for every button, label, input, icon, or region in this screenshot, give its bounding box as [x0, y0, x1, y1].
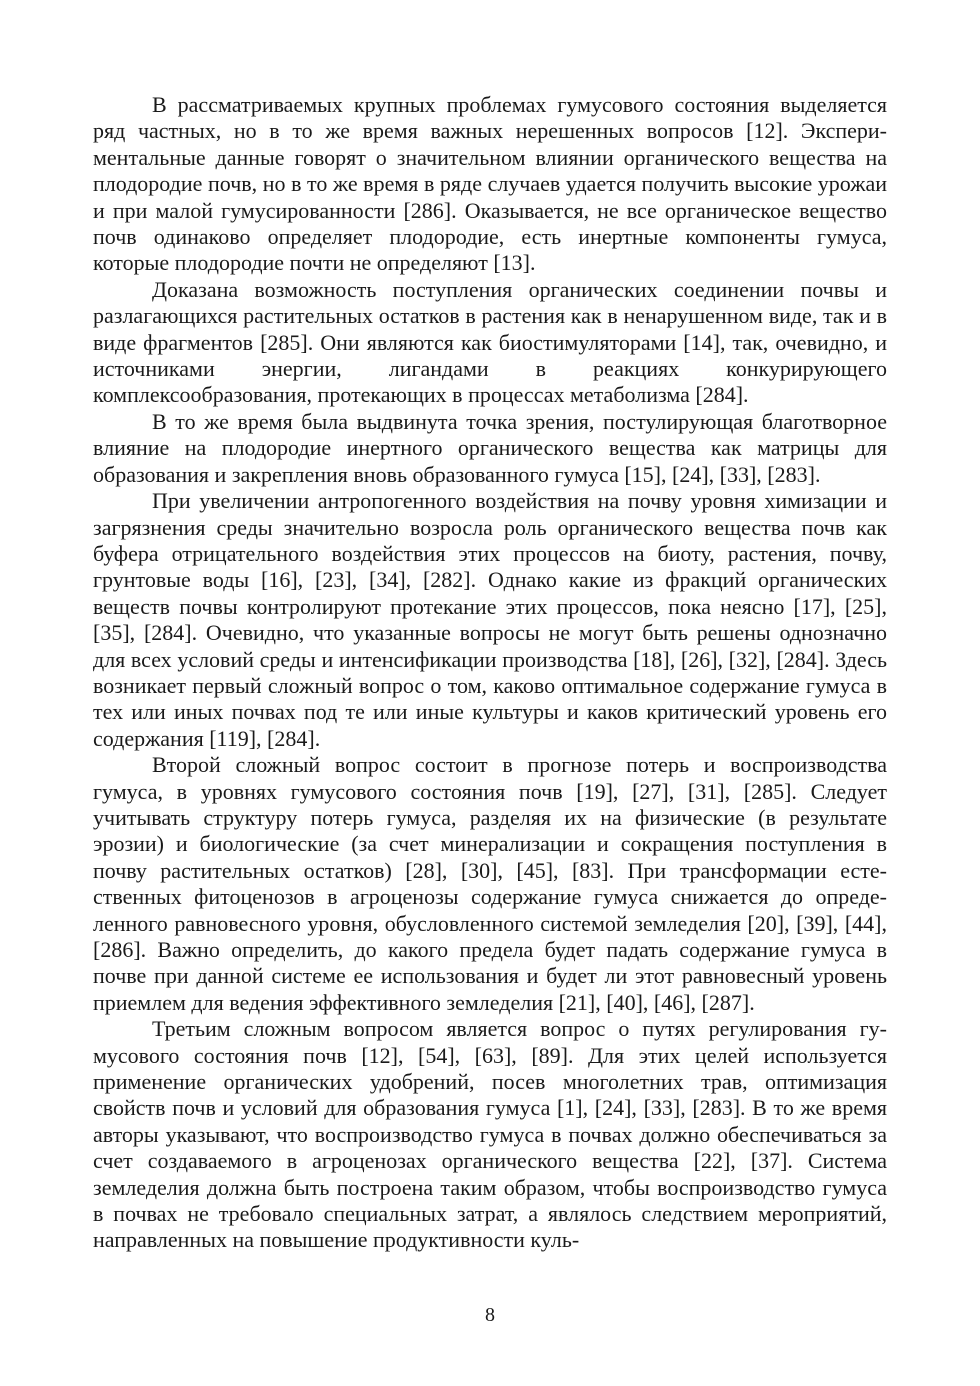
- paragraph-4: При увеличении антропогенного воздействия на почву уровня химизации и загрязнения среды значительно возросла роль органического вещества почв как буфера отрицательного воздействия этих процессов на биоту, растения, почву, грунтовые воды [16], [23], [34], [282]. Однако какие из фракций органических веществ почвы контролируют протекание этих процессов, пока неясно [17], [25], [35], [284]. Очевидно, что указанные вопросы не могут быть решены однозначно для всех условий среды и интенсификации производства [18], [26], [32], [284]. Здесь возникает первый сложный вопрос о том, каково оптимальное содержание гумуса в тех или иных почвах под те или иные культуры и каков критический уровень его содержания [119], [284].: [93, 488, 887, 751]
- paragraph-2: Доказана возможность поступления органических соединении почвы и разлагающихся растительных остатков в растения как в ненарушенном виде, так и в виде фрагментов [285]. Они являются как биостимуляторами [14], так, очевидно, и источниками энергии, лигандами в реакциях конкурирующего комплексообразования, протекающих в процессах метаболизма [284].: [93, 276, 887, 408]
- paragraph-3: В то же время была выдвинута точка зрения, постулирующая благотворное влияние на плодородие инертного органического вещества как матрицы для образования и закрепления вновь образованного гумуса [15], [24], [33], [283].: [93, 408, 887, 487]
- paragraph-1: В рассматриваемых крупных проблемах гумусового состояния выделяется ряд частных, но в то же время важных нерешенных вопросов [12]. Экспериментальные данные говорят о значительном влиянии органического вещества на плодородие почв, но в то же время в ряде случаев удается получить высокие урожаи и при малой гумусированности [286]. Оказывается, не все органическое вещество почв одинаково определяет плодородие, есть инертные компоненты гумуса, которые плодородие почти не определяют [13].: [93, 92, 887, 276]
- paragraph-6: Третьим сложным вопросом является вопрос о путях регулирования гумусового состояния почв [12], [54], [63], [89]. Для этих целей используется применение органических удобрений, посев многолетних трав, оптимизация свойств почв и условий для образования гумуса [1], [24], [33], [283]. В то же время авторы указывают, что воспроизводство гумуса в почвах должно обеспечиваться за счет создаваемого в агроценозах органического вещества [22], [37]. Система земледелия должна быть построена таким образом, чтобы воспроизводство гумуса в почвах не требовало специальных затрат, а являлось следствием мероприятий, направленных на повышение продуктивности куль-: [93, 1016, 887, 1253]
- page-body: [93, 92, 887, 1254]
- page-number: 8: [485, 1304, 495, 1326]
- paragraph-5: Второй сложный вопрос состоит в прогнозе потерь и воспроизводства гумуса, в уровнях гумусового состояния почв [19], [27], [31], [285]. Следует учитывать структуру потерь гумуса, разделяя их на физические (в результате эрозии) и биологические (за счет минерализации и сокращения поступления в почву растительных остатков) [28], [30], [45], [83]. При трансформации естественных фитоценозов в агроценозы содержание гумуса снижается до определенного равновесного уровня, обусловленного системой земледелия [20], [39], [44], [286]. Важно определить, до какого предела будет падать содержание гумуса в почве при данной системе ее использования и будет ли этот равновесный уровень приемлем для ведения эффективного земледелия [21], [40], [46], [287].: [93, 752, 887, 1015]
